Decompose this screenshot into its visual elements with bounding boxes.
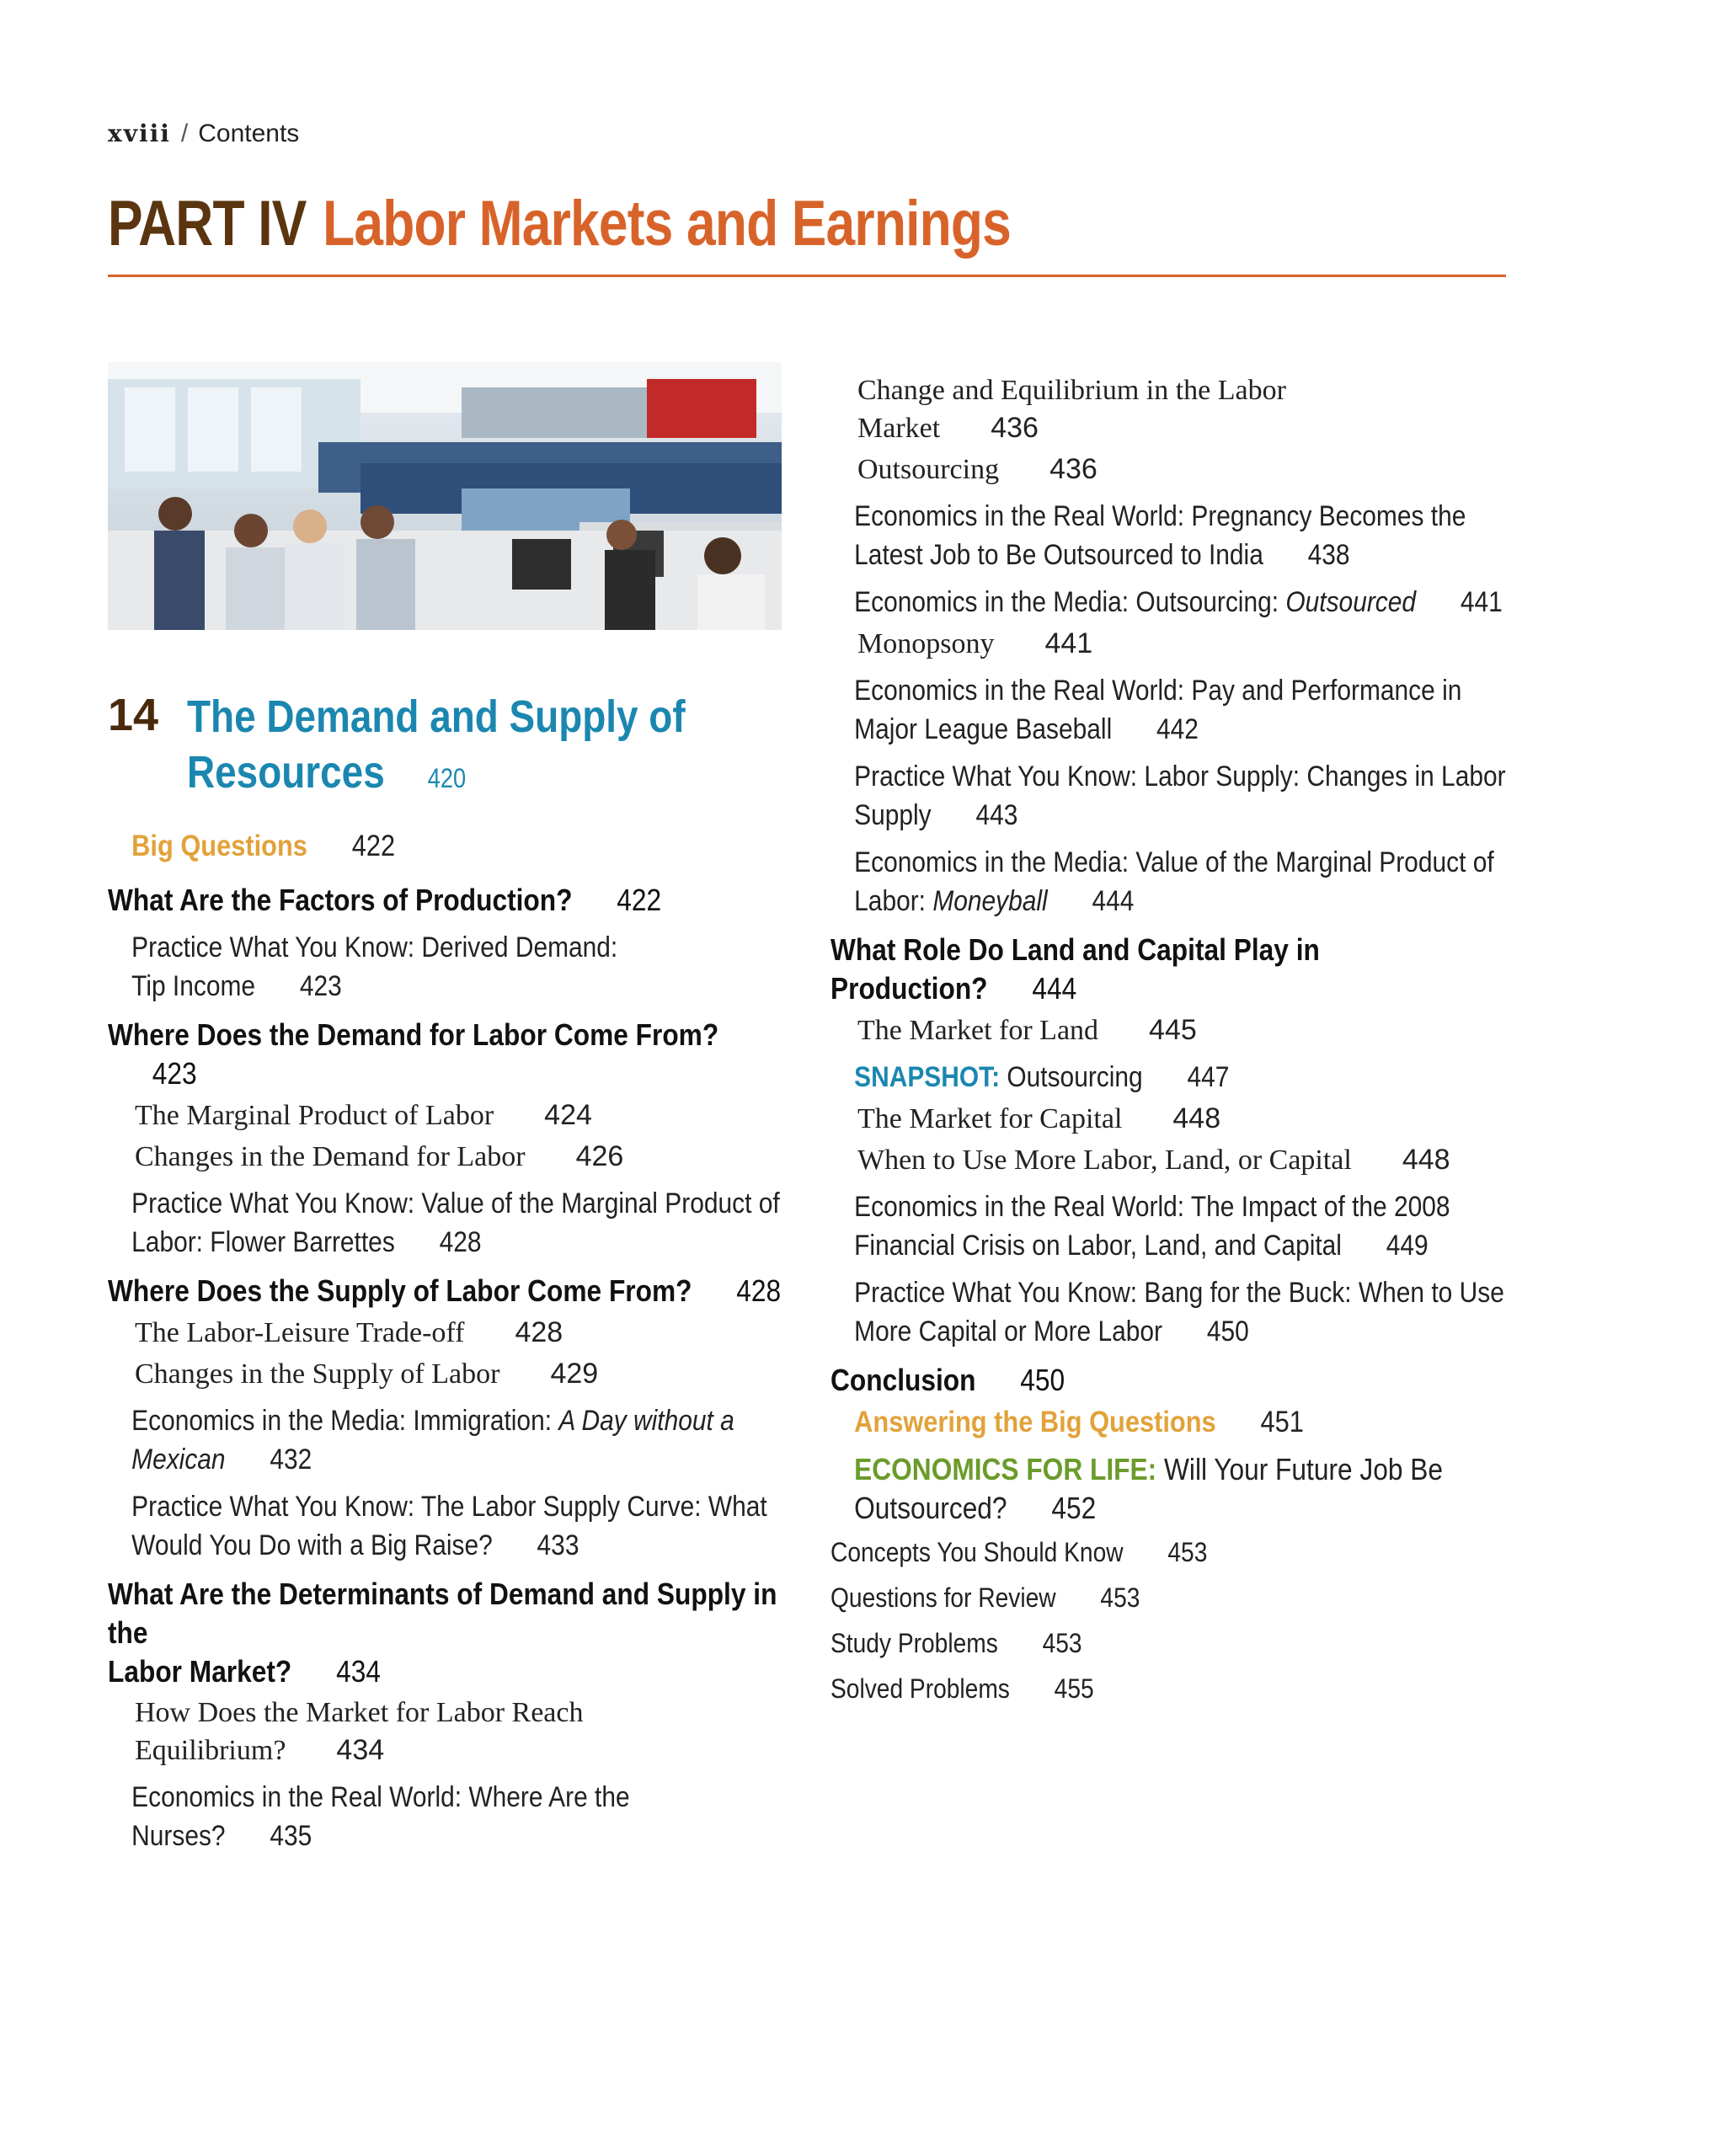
- toc-entry-title: Conclusion: [830, 1363, 976, 1397]
- toc-entry-title: The Labor-Leisure Trade-off: [135, 1317, 465, 1348]
- chapter-title: [187, 689, 686, 806]
- toc-entry-title: Solved Problems: [830, 1673, 1010, 1704]
- toc-entry-page: 450: [1020, 1363, 1065, 1397]
- toc-entry-page: 443: [975, 799, 1018, 831]
- toc-entry-market-land[interactable]: [830, 1011, 1521, 1049]
- chapter-number: 14: [108, 690, 159, 740]
- toc-entry-questions-review[interactable]: [830, 1577, 1524, 1619]
- toc-entry-page: 450: [1206, 1315, 1249, 1348]
- toc-entry-title: Changes in the Supply of Labor: [135, 1358, 500, 1390]
- toc-entry-page: 428: [439, 1226, 482, 1258]
- toc-entry-financial-crisis[interactable]: [830, 1187, 1547, 1265]
- toc-entry-baseball[interactable]: [830, 671, 1547, 749]
- part-label: PART IV: [108, 188, 307, 259]
- toc-entry-page: 452: [1051, 1491, 1097, 1525]
- toc-entry-answering[interactable]: [830, 1403, 1547, 1442]
- toc-entry-line: Economics in the Media: Value of the Marginal Product of: [854, 846, 1494, 878]
- toc-entry-title: When to Use More Labor, Land, or Capital: [857, 1145, 1352, 1176]
- toc-entry-line: Practice What You Know: Bang for the Buck: When to Use: [854, 1277, 1504, 1309]
- toc-right-column: [830, 372, 1521, 1710]
- chapter-title-line2: Resources: [187, 747, 385, 798]
- toc-entry-study-problems[interactable]: [830, 1622, 1524, 1664]
- toc-entry-line: Economics in the Media: Outsourcing:: [854, 586, 1286, 618]
- page-number: xviii: [108, 120, 171, 147]
- toc-entry-line: Labor:: [854, 885, 933, 917]
- toc-entry-bang-for-buck[interactable]: [830, 1273, 1547, 1351]
- toc-entry-line: Supply: [854, 799, 932, 831]
- toc-entry-title: Where Does the Supply of Labor Come From?: [108, 1273, 692, 1308]
- toc-entry-changes-demand[interactable]: [108, 1138, 798, 1176]
- toc-entry-title: The Market for Land: [857, 1015, 1099, 1046]
- toc-entry-line: Equilibrium?: [135, 1735, 286, 1766]
- toc-entry-pregnancy[interactable]: [830, 497, 1547, 574]
- toc-section-determinants[interactable]: [108, 1575, 801, 1691]
- economics-for-life-label: ECONOMICS FOR LIFE:: [854, 1452, 1157, 1486]
- toc-entry-page: 441: [1460, 586, 1503, 618]
- toc-entry-changes-supply[interactable]: [108, 1355, 798, 1393]
- running-head-separator: /: [180, 120, 189, 147]
- toc-entry-line: Economics in the Real World: The Impact of the 2008: [854, 1191, 1450, 1223]
- toc-entry-market-capital[interactable]: [830, 1100, 1521, 1138]
- toc-entry-page: 422: [617, 883, 662, 917]
- toc-entry-title: Monopsony: [857, 628, 995, 659]
- toc-entry-change-equilibrium[interactable]: [830, 372, 1521, 447]
- toc-entry-page: 453: [1042, 1628, 1082, 1658]
- toc-entry-line: Practice What You Know: The Labor Supply Curve: What: [131, 1491, 767, 1523]
- toc-entry-economics-for-life[interactable]: [830, 1450, 1547, 1528]
- toc-entry-title: Outsourcing: [1000, 1061, 1143, 1093]
- toc-entry-line: How Does the Market for Labor Reach: [135, 1697, 584, 1728]
- toc-entry-page: 423: [299, 970, 342, 1002]
- toc-section-supply-labor[interactable]: [108, 1272, 801, 1310]
- part-heading: [108, 187, 1011, 260]
- toc-entry-line: What Are the Determinants of Demand and Supply in the: [108, 1577, 777, 1650]
- toc-entry-immigration[interactable]: [108, 1401, 825, 1479]
- toc-entry-labor-supply-changes[interactable]: [830, 757, 1547, 835]
- toc-entry-page: 422: [351, 830, 396, 862]
- toc-entry-line: Labor Market?: [108, 1654, 292, 1689]
- snapshot-label: SNAPSHOT:: [854, 1061, 1001, 1093]
- toc-entry-snapshot[interactable]: [830, 1058, 1547, 1097]
- toc-section-land-capital[interactable]: [830, 931, 1524, 1008]
- toc-entry-derived-demand[interactable]: [108, 928, 825, 1006]
- toc-entry-page: 432: [270, 1444, 312, 1476]
- toc-entry-italic: A Day without a: [558, 1405, 734, 1437]
- toc-entry-title: What Are the Factors of Production?: [108, 883, 573, 917]
- toc-entry-page: 451: [1260, 1406, 1304, 1438]
- toc-entry-line: Economics in the Real World: Where Are the: [131, 1781, 630, 1813]
- toc-entry-line: Major League Baseball: [854, 713, 1113, 745]
- toc-entry-flower-barrettes[interactable]: [108, 1184, 825, 1262]
- toc-entry-page: 447: [1187, 1061, 1230, 1093]
- toc-entry-page: 444: [1092, 885, 1135, 917]
- toc-entry-line: Practice What You Know: Derived Demand:: [131, 931, 618, 963]
- toc-entry-title: The Market for Capital: [857, 1103, 1123, 1134]
- toc-entry-page: 433: [537, 1529, 579, 1561]
- toc-entry-page: 442: [1156, 713, 1199, 745]
- toc-entry-page: 445: [1149, 1014, 1197, 1046]
- toc-entry-page: 424: [544, 1099, 592, 1131]
- running-head: [108, 120, 299, 148]
- toc-entry-line: Economics in the Real World: Pay and Performance in: [854, 675, 1462, 707]
- toc-entry-title: Answering the Big Questions: [854, 1406, 1216, 1438]
- toc-entry-line: Production?: [830, 971, 988, 1006]
- toc-entry-line: Latest Job to Be Outsourced to India: [854, 539, 1263, 571]
- chapter-page: 420: [427, 763, 467, 793]
- toc-entry-line: More Capital or More Labor: [854, 1315, 1163, 1348]
- toc-entry-moneyball[interactable]: [830, 843, 1547, 921]
- toc-entry-italic: Mexican: [131, 1444, 226, 1476]
- toc-entry-page: 428: [515, 1316, 563, 1348]
- running-head-label: Contents: [198, 120, 300, 147]
- toc-entry-line: Practice What You Know: Value of the Marginal Product of: [131, 1187, 780, 1219]
- toc-section-factors[interactable]: [108, 881, 801, 920]
- toc-entry-line: Market: [857, 413, 941, 444]
- toc-entry-page: 436: [991, 412, 1039, 444]
- toc-entry-line: Economics in the Media: Immigration:: [131, 1405, 559, 1437]
- toc-entry-line: Tip Income: [131, 970, 256, 1002]
- toc-entry-page: 429: [550, 1358, 599, 1390]
- toc-entry-equilibrium[interactable]: [108, 1694, 798, 1769]
- toc-entry-title: The Marginal Product of Labor: [135, 1100, 494, 1131]
- toc-entry-line: Outsourced?: [854, 1491, 1007, 1525]
- office-photo: [108, 362, 782, 630]
- toc-entry-line: Nurses?: [131, 1820, 226, 1852]
- toc-entry-page: 423: [152, 1056, 197, 1091]
- toc-entry-page: 448: [1402, 1144, 1450, 1176]
- toc-entry-big-raise[interactable]: [108, 1487, 825, 1565]
- toc-entry-line: Labor: Flower Barrettes: [131, 1226, 395, 1258]
- toc-entry-title: Questions for Review: [830, 1582, 1056, 1613]
- toc-entry-page: 428: [736, 1273, 782, 1308]
- toc-entry-title: Where Does the Demand for Labor Come From?: [108, 1017, 719, 1052]
- toc-entry-page: 434: [336, 1654, 381, 1689]
- part-rule: [108, 275, 1506, 277]
- toc-entry-concepts[interactable]: [830, 1531, 1524, 1573]
- toc-section-conclusion[interactable]: [830, 1361, 1524, 1400]
- toc-entry-page: 438: [1307, 539, 1350, 571]
- toc-entry-title: Study Problems: [830, 1628, 998, 1658]
- toc-entry-page: 434: [336, 1734, 385, 1766]
- toc-entry-nurses[interactable]: [108, 1778, 825, 1855]
- toc-entry-outsourcing[interactable]: [830, 451, 1521, 488]
- toc-entry-marginal-product[interactable]: [108, 1097, 798, 1134]
- toc-entry-page: 444: [1032, 971, 1077, 1006]
- toc-entry-line: Economics in the Real World: Pregnancy Becomes the: [854, 500, 1466, 532]
- toc-entry-line: Practice What You Know: Labor Supply: Changes in Labor: [854, 760, 1506, 792]
- toc-entry-page: 426: [575, 1140, 624, 1172]
- toc-entry-monopsony[interactable]: [830, 625, 1521, 663]
- toc-entry-line: Change and Equilibrium in the Labor: [857, 375, 1286, 406]
- toc-entry-italic: Outsourced: [1285, 586, 1417, 618]
- toc-entry-line: What Role Do Land and Capital Play in: [830, 932, 1320, 967]
- part-title: Labor Markets and Earnings: [323, 188, 1011, 259]
- toc-entry-title: Changes in the Demand for Labor: [135, 1141, 526, 1172]
- toc-entry-title: Outsourcing: [857, 454, 1000, 485]
- toc-entry-page: 435: [270, 1820, 312, 1852]
- toc-entry-page: 441: [1044, 627, 1093, 659]
- toc-left-column: [108, 824, 798, 1855]
- toc-entry-page: 453: [1167, 1537, 1208, 1567]
- toc-entry-page: 453: [1100, 1582, 1140, 1613]
- toc-entry-page: 455: [1054, 1673, 1094, 1704]
- toc-entry-labor-leisure[interactable]: [108, 1314, 798, 1352]
- toc-entry-title: Concepts You Should Know: [830, 1537, 1124, 1567]
- toc-entry-solved-problems[interactable]: [830, 1668, 1524, 1710]
- toc-entry-italic: Moneyball: [932, 885, 1048, 917]
- toc-section-demand-labor[interactable]: [108, 1016, 801, 1093]
- toc-entry-page: 448: [1172, 1102, 1221, 1134]
- toc-entry-page: 449: [1386, 1230, 1429, 1262]
- toc-entry-outsourced-media[interactable]: [830, 583, 1547, 622]
- toc-entry-page: 436: [1049, 453, 1097, 485]
- toc-entry-when-to-use[interactable]: [830, 1141, 1521, 1179]
- toc-entry-line: Financial Crisis on Labor, Land, and Capital: [854, 1230, 1342, 1262]
- toc-entry-big-questions[interactable]: [108, 827, 825, 866]
- toc-entry-line: Would You Do with a Big Raise?: [131, 1529, 493, 1561]
- toc-entry-title: Big Questions: [131, 830, 307, 862]
- toc-entry-line: Will Your Future Job Be: [1156, 1452, 1444, 1486]
- chapter-title-line1: The Demand and Supply of: [187, 691, 686, 742]
